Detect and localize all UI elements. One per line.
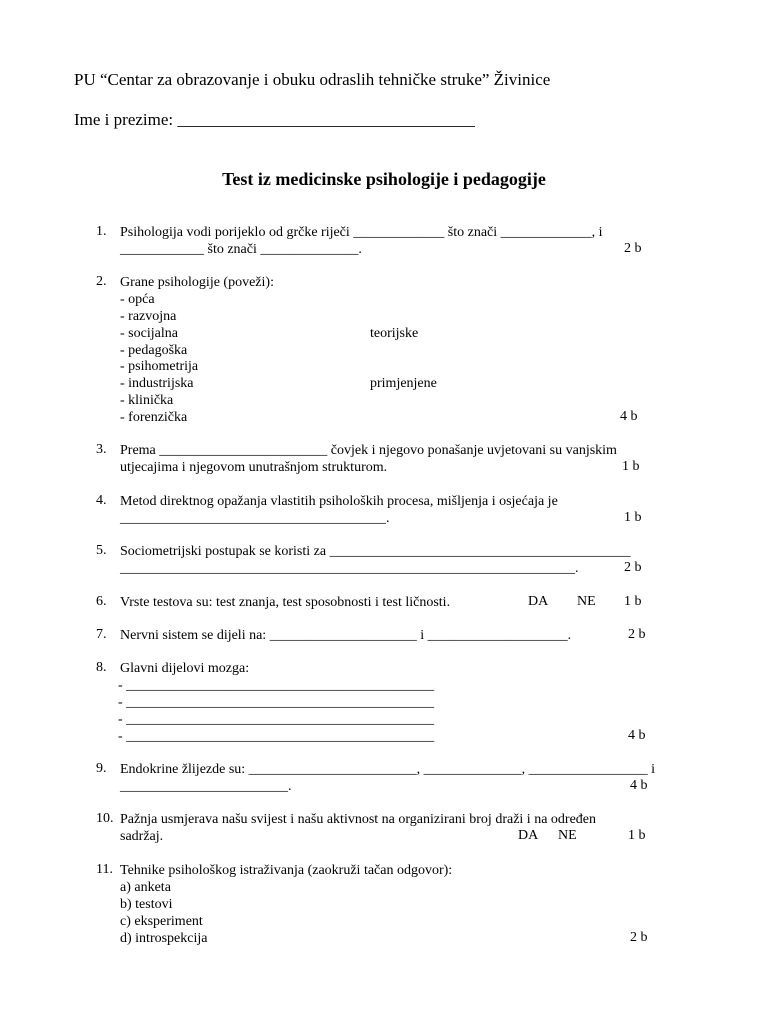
list-item: - razvojna	[120, 309, 177, 324]
question-number: 2.	[96, 274, 107, 289]
question-text-line: sadržaj.	[120, 829, 164, 844]
question-number: 4.	[96, 493, 107, 508]
answer-line: - ____________________________________________	[118, 678, 435, 693]
question-text-line: ________________________.	[120, 779, 292, 794]
institution-header: PU “Centar za obrazovanje i obuku odraslih tehničke struke” Živinice	[74, 70, 551, 89]
points-label: 1 b	[624, 594, 642, 609]
list-item: - opća	[120, 292, 155, 307]
question-number: 10.	[96, 811, 114, 826]
question-text-line: Vrste testova su: test znanja, test sposobnosti i test ličnosti.	[120, 595, 451, 610]
list-item: - socijalna	[120, 326, 178, 341]
question-text-line: Glavni dijelovi mozga:	[120, 661, 250, 676]
name-field-line: Ime i prezime: ___________________________________	[74, 110, 475, 129]
question-text-line: ____________ što znači ______________.	[120, 242, 362, 257]
question-number: 8.	[96, 660, 107, 675]
points-label: 4 b	[630, 778, 648, 793]
answer-da: DA	[518, 828, 539, 843]
answer-option: c) eksperiment	[120, 914, 203, 929]
answer-line: - ____________________________________________	[118, 729, 435, 744]
question-number: 1.	[96, 224, 107, 239]
answer-option: a) anketa	[120, 880, 171, 895]
points-label: 2 b	[624, 560, 642, 575]
question-number: 5.	[96, 543, 107, 558]
answer-line: - ____________________________________________	[118, 695, 435, 710]
question-text-line: Psihologija vodi porijeklo od grčke riječi _____________ što znači _____________, i	[120, 225, 603, 240]
question-text-line: utjecajima i njegovom unutrašnjom strukturom.	[120, 460, 388, 475]
list-item: - klinička	[120, 393, 174, 408]
question-text-line: Endokrine žlijezde su: ________________________, ______________, _________________ i	[120, 762, 656, 777]
points-label: 1 b	[624, 510, 642, 525]
points-label: 2 b	[624, 241, 642, 256]
question-number: 9.	[96, 761, 107, 776]
points-label: 1 b	[628, 828, 646, 843]
question-text-line: Pažnja usmjerava našu svijest i našu aktivnost na organizirani broj draži i na određen	[120, 812, 596, 827]
question-text-line: Tehnike psihološkog istraživanja (zaokruži tačan odgovor):	[120, 863, 453, 878]
question-text-line: ______________________________________.	[120, 511, 390, 526]
question-text-line: Metod direktnog opažanja vlastitih psiholoških procesa, mišljenja i osjećaja je	[120, 494, 558, 509]
answer-line: - ____________________________________________	[118, 712, 435, 727]
list-item: - forenzička	[120, 410, 188, 425]
answer-option: b) testovi	[120, 897, 173, 912]
question-text-line: Nervni sistem se dijeli na: _____________________ i ____________________.	[120, 628, 572, 643]
question-number: 3.	[96, 442, 107, 457]
answer-option: d) introspekcija	[120, 931, 208, 946]
question-number: 11.	[96, 862, 113, 877]
match-label-applied: primjenjene	[370, 376, 437, 391]
question-number: 6.	[96, 594, 107, 609]
list-item: - psihometrija	[120, 359, 199, 374]
page-title: Test iz medicinske psihologije i pedagogije	[222, 169, 546, 189]
question-number: 7.	[96, 627, 107, 642]
points-label: 4 b	[620, 409, 638, 424]
question-text-line: Prema ________________________ čovjek i njegovo ponašanje uvjetovani su vanjskim	[120, 443, 617, 458]
list-item: - pedagoška	[120, 343, 188, 358]
answer-da: DA	[528, 594, 549, 609]
match-label-theoretical: teorijske	[370, 326, 419, 341]
question-text-line: Grane psihologije (poveži):	[120, 275, 274, 290]
points-label: 2 b	[630, 930, 648, 945]
list-item: - industrijska	[120, 376, 194, 391]
points-label: 1 b	[622, 459, 640, 474]
question-text-line: _________________________________________________________________.	[120, 561, 579, 576]
answer-ne: NE	[558, 828, 577, 843]
points-label: 2 b	[628, 627, 646, 642]
question-text-line: Sociometrijski postupak se koristi za ___________________________________________	[120, 544, 631, 559]
points-label: 4 b	[628, 728, 646, 743]
answer-ne: NE	[577, 594, 596, 609]
